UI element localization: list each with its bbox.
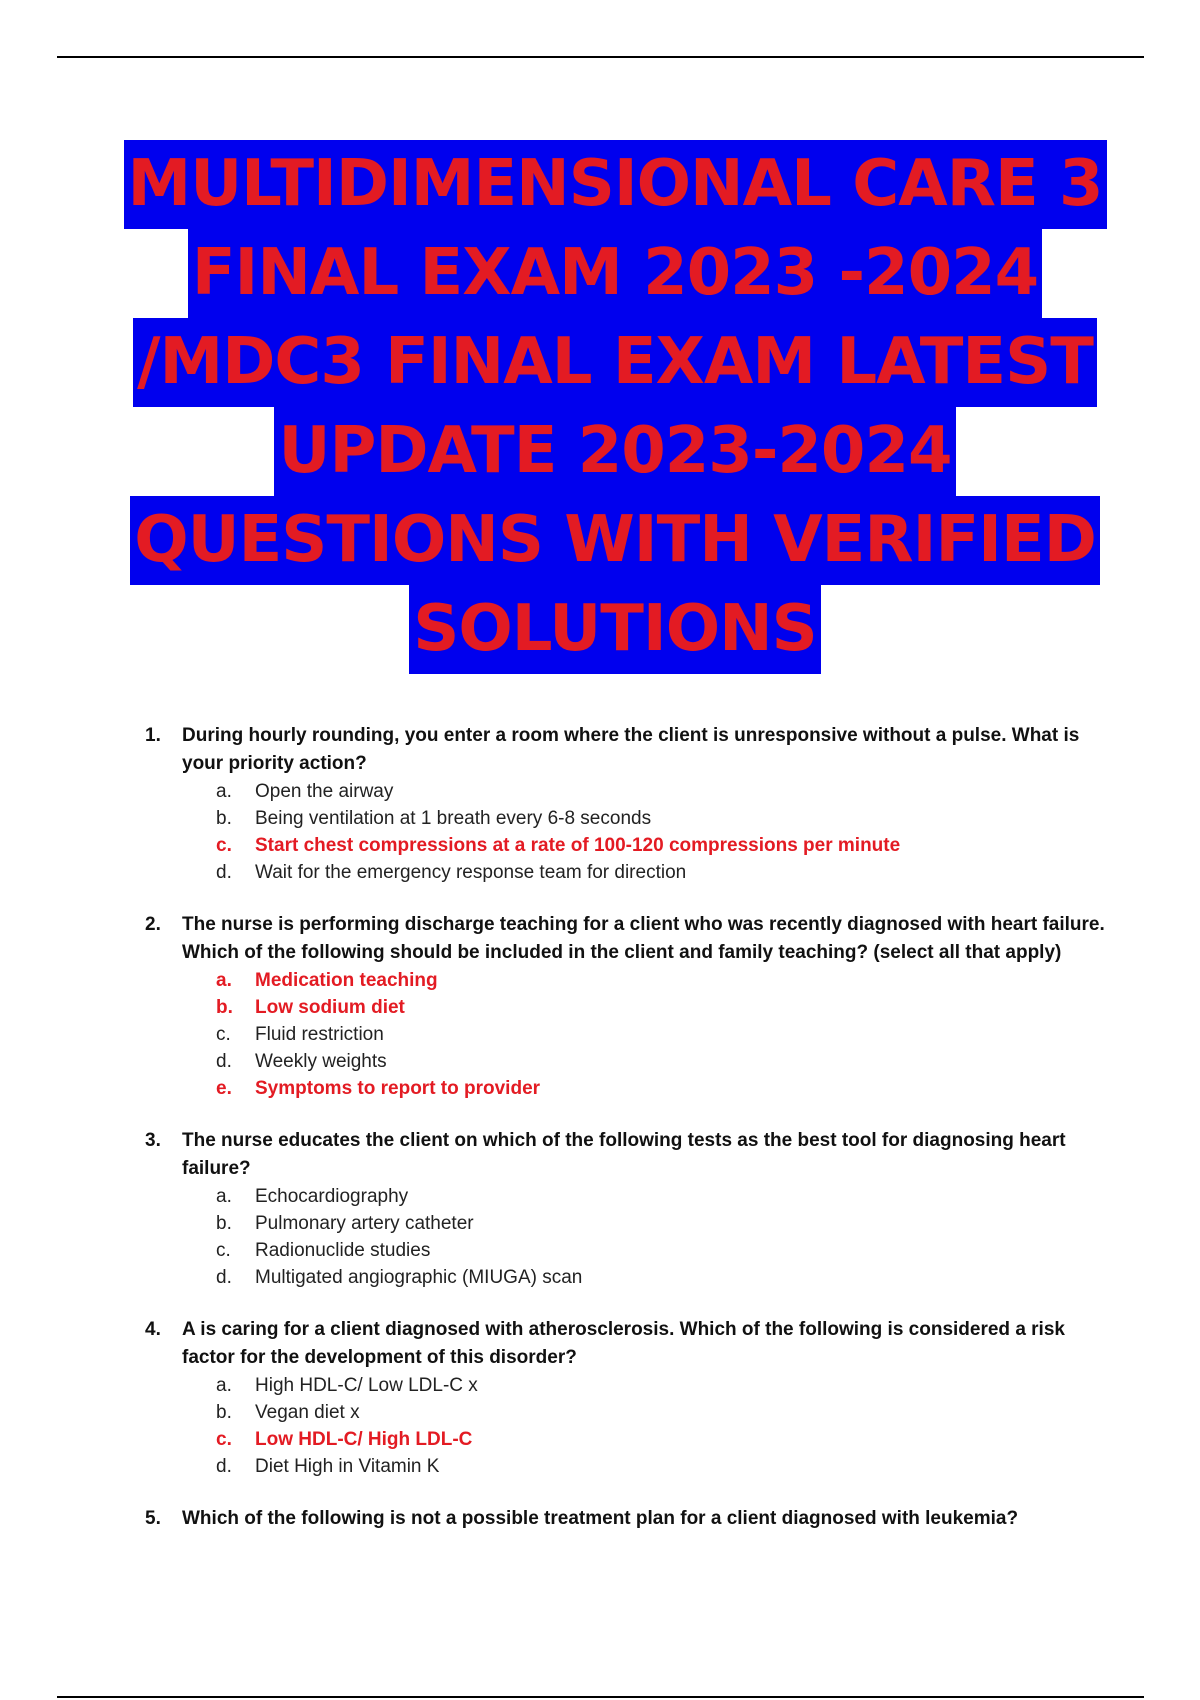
option-letter: c. — [216, 1024, 231, 1045]
option-text: Being ventilation at 1 breath every 6-8 seconds — [255, 808, 652, 829]
option-letter: d. — [216, 1456, 232, 1477]
option-letter: d. — [216, 862, 232, 883]
question-item — [145, 1316, 1105, 1480]
title-line-3: /MDC3 FINAL EXAM LATEST — [133, 318, 1097, 407]
question-item — [145, 911, 1105, 1102]
option-text: Wait for the emergency response team for direction — [255, 862, 687, 883]
question-number: 2. — [145, 914, 161, 935]
option-text: Low sodium diet — [255, 997, 405, 1018]
option-text: Echocardiography — [255, 1186, 409, 1207]
option-letter: c. — [216, 1429, 232, 1450]
title-line-6: SOLUTIONS — [409, 585, 821, 674]
question-item — [145, 1505, 1105, 1533]
title-line-1: MULTIDIMENSIONAL CARE 3 — [124, 140, 1107, 229]
option-letter: d. — [216, 1051, 232, 1072]
question-list — [145, 722, 1105, 1533]
title-line-5: QUESTIONS WITH VERIFIED — [130, 496, 1100, 585]
question-item — [145, 722, 1105, 886]
bottom-rule — [57, 1696, 1144, 1698]
question-body — [182, 1505, 1105, 1533]
question-body — [182, 911, 1105, 1102]
answer-option-correct — [182, 1426, 1105, 1453]
answer-option — [182, 1264, 1105, 1291]
option-letter: b. — [216, 808, 232, 829]
question-number: 4. — [145, 1319, 161, 1340]
question-text: A is caring for a client diagnosed with atherosclerosis. Which of the following is considered a risk factor for the development of this disorder? — [182, 1319, 1065, 1368]
question-text: The nurse is performing discharge teaching for a client who was recently diagnosed with heart failure. Which of the following should be included in the client and family teaching? (select all that apply) — [182, 914, 1105, 963]
answer-option — [182, 1372, 1105, 1399]
answer-option — [182, 1183, 1105, 1210]
option-letter: b. — [216, 1402, 232, 1423]
question-item — [145, 1127, 1105, 1291]
option-text: Open the airway — [255, 781, 394, 802]
answer-option — [182, 1453, 1105, 1480]
answer-option — [182, 778, 1105, 805]
option-letter: a. — [216, 781, 232, 802]
question-text: Which of the following is not a possible treatment plan for a client diagnosed with leukemia? — [182, 1508, 1019, 1529]
option-text: Multigated angiographic (MIUGA) scan — [255, 1267, 583, 1288]
title-line-4: UPDATE 2023-2024 — [274, 407, 955, 496]
question-body — [182, 722, 1105, 886]
title-line-2: FINAL EXAM 2023 -2024 — [188, 229, 1042, 318]
document-title — [0, 140, 1200, 674]
option-letter: b. — [216, 1213, 232, 1234]
option-text: Low HDL-C/ High LDL-C — [255, 1429, 473, 1450]
answer-option — [182, 1237, 1105, 1264]
answer-options — [182, 967, 1105, 1102]
question-body — [182, 1127, 1105, 1291]
answer-option-correct — [182, 1075, 1105, 1102]
question-number: 3. — [145, 1130, 161, 1151]
option-letter: d. — [216, 1267, 232, 1288]
option-text: Medication teaching — [255, 970, 438, 991]
question-body — [182, 1316, 1105, 1480]
answer-option — [182, 805, 1105, 832]
option-text: Weekly weights — [255, 1051, 387, 1072]
top-rule — [57, 56, 1144, 58]
answer-option-correct — [182, 967, 1105, 994]
answer-option-correct — [182, 832, 1105, 859]
question-text: The nurse educates the client on which of the following tests as the best tool for diagnosing heart failure? — [182, 1130, 1066, 1179]
option-letter: c. — [216, 835, 232, 856]
option-letter: a. — [216, 1186, 232, 1207]
option-text: Diet High in Vitamin K — [255, 1456, 440, 1477]
answer-option — [182, 1399, 1105, 1426]
option-letter: e. — [216, 1078, 232, 1099]
answer-options — [182, 778, 1105, 886]
option-text: Fluid restriction — [255, 1024, 384, 1045]
question-number: 5. — [145, 1508, 161, 1529]
answer-option — [182, 1048, 1105, 1075]
option-text: Vegan diet x — [255, 1402, 360, 1423]
option-letter: a. — [216, 1375, 232, 1396]
answer-options — [182, 1183, 1105, 1291]
question-number: 1. — [145, 725, 161, 746]
option-letter: c. — [216, 1240, 231, 1261]
answer-option — [182, 1021, 1105, 1048]
answer-option — [182, 859, 1105, 886]
option-text: Radionuclide studies — [255, 1240, 431, 1261]
answer-option — [182, 1210, 1105, 1237]
option-text: Pulmonary artery catheter — [255, 1213, 474, 1234]
option-text: High HDL-C/ Low LDL-C x — [255, 1375, 478, 1396]
option-text: Symptoms to report to provider — [255, 1078, 541, 1099]
answer-options — [182, 1372, 1105, 1480]
option-letter: b. — [216, 997, 233, 1018]
option-letter: a. — [216, 970, 232, 991]
answer-option-correct — [182, 994, 1105, 1021]
question-text: During hourly rounding, you enter a room where the client is unresponsive without a pulse. What is your priority action? — [182, 725, 1080, 774]
option-text: Start chest compressions at a rate of 100-120 compressions per minute — [255, 835, 901, 856]
